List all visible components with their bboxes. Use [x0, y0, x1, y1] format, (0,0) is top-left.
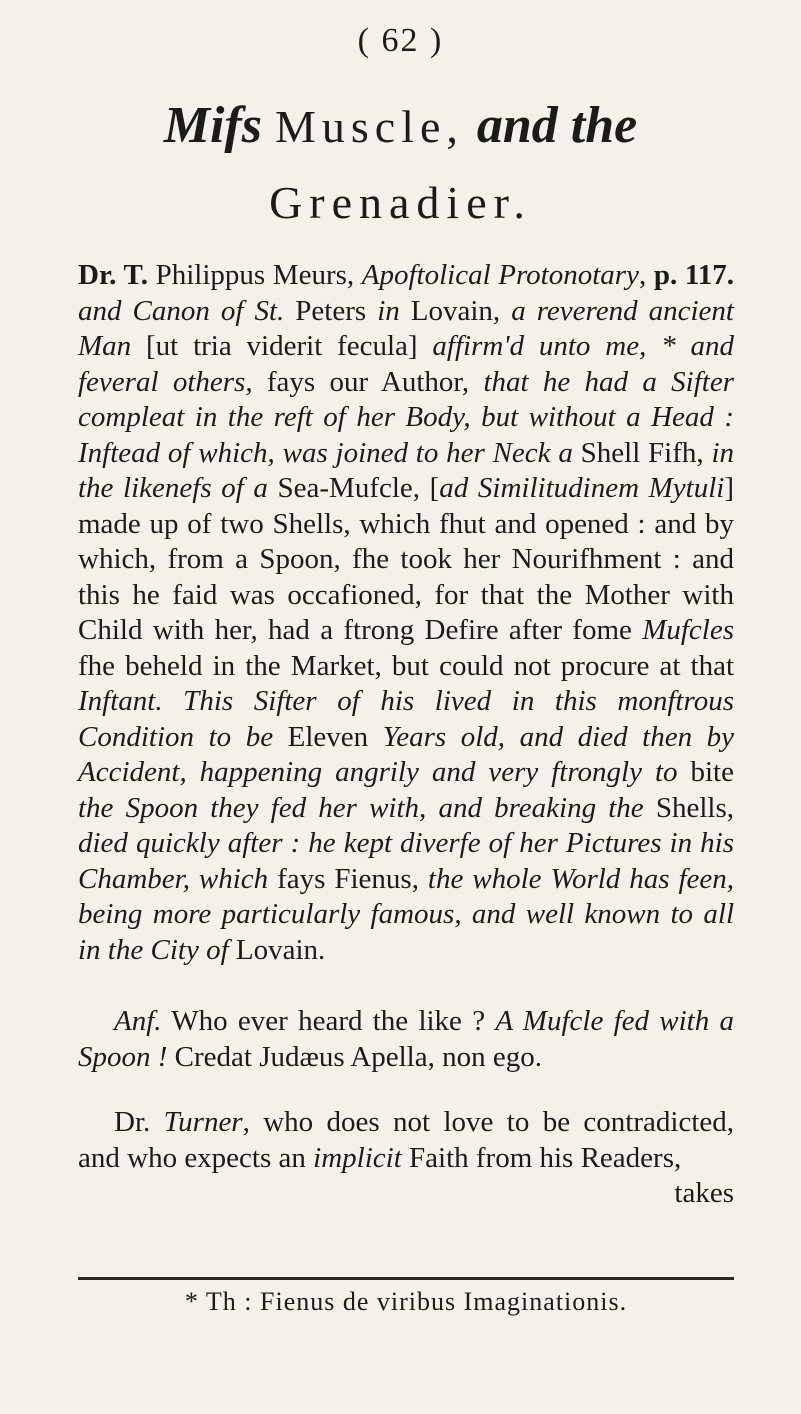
text-run: Sea-Mufcle, [	[267, 472, 440, 504]
text-run: fays Fienus,	[268, 862, 428, 895]
italic-run: Anf.	[114, 1005, 162, 1037]
body-text	[78, 258, 734, 1212]
italic-run: died quickly after : he kept diverfe of her Pictures in his Chamber, which	[78, 827, 734, 895]
text-run: [ut tria viderit fecula]	[131, 330, 433, 362]
text-run: Philippus Meurs,	[147, 259, 362, 291]
italic-run: Turner	[163, 1106, 243, 1138]
text-run: fhe beheld in the Market, but could not procure at that	[78, 649, 734, 682]
text-run: fays our Author,	[252, 365, 484, 398]
footnote-rule	[78, 1277, 734, 1280]
title-word-mifs: Mifs	[163, 97, 262, 154]
italic-run: Apoftolical Protonotary	[361, 259, 639, 291]
text-run: Dr.	[114, 1106, 164, 1138]
italic-run: that he had a Sifter compleat in the reft of her Body, but without a Head : Inftead of which, was joined to her Neck a	[78, 365, 734, 469]
italic-run: implicit	[313, 1141, 402, 1174]
italic-run: A Mufcle fed with a Spoon !	[78, 1005, 735, 1073]
text-run: ,	[638, 259, 654, 291]
title-word-muscle: Muscle,	[274, 101, 464, 152]
italic-run: affirm'd unto me, * and feveral others,	[78, 330, 734, 398]
text-run: Who ever heard the like ?	[161, 1005, 496, 1037]
italic-run: a reverend ancient Man	[78, 294, 734, 362]
footnote: * Th : Fienus de viribus Imaginationis.	[184, 1287, 628, 1316]
marginal-reference: Dr. T.	[78, 259, 148, 291]
catchword: takes	[674, 1177, 734, 1209]
paragraph-3	[78, 1105, 734, 1176]
page-reference: p. 117.	[653, 259, 734, 291]
text-run: bite	[677, 756, 734, 788]
italic-run: the Spoon they fed her with, and breaking the	[78, 791, 644, 824]
text-run: Shell Fifh,	[572, 436, 712, 469]
text-run: Lovain.	[228, 933, 326, 966]
text-run: Faith from his Readers,	[401, 1141, 682, 1174]
italic-run: Mufcles	[642, 614, 734, 646]
italic-run: Inftant. This Sifter of his lived in this monftrous Condition to be	[78, 685, 734, 753]
text-run: Eleven	[273, 720, 383, 753]
italic-run: ad Similitudinem Mytuli	[439, 472, 725, 504]
italic-run: the whole World has feen, being more particularly famous, and well known to all in the City of	[78, 862, 734, 966]
text-run: Credat Judæus Apella, non ego.	[167, 1040, 542, 1073]
text-run: Lovain,	[399, 294, 512, 327]
paragraph-gap	[78, 1075, 734, 1105]
paragraph-2	[78, 1004, 734, 1075]
text-run: Peters	[284, 294, 378, 327]
paragraph-gap	[78, 968, 734, 1004]
chapter-title-line1	[0, 96, 801, 155]
page-number: ( 62 )	[357, 22, 444, 59]
title-word-and-the: and the	[476, 97, 638, 154]
chapter-title-line2: Grenadier.	[269, 177, 532, 228]
italic-run: in the likenefs of a	[78, 436, 734, 504]
italic-run: Years old, and died then by Accident, happening angrily and very ftrongly to	[78, 720, 735, 788]
italic-run: and Canon of St.	[78, 294, 285, 327]
text-run: , who does not love to be contradicted, and who expects an	[78, 1106, 734, 1174]
text-run: ] made up of two Shells, which fhut and opened : and by which, from a Spoon, fhe took her Nourifhment : and this he faid was occafioned, for that the Mother with Child with her, had a ftrong Defire after fome	[78, 472, 734, 646]
paragraph-1	[78, 258, 734, 968]
text-run: Shells,	[643, 791, 734, 824]
italic-run: in	[377, 294, 400, 327]
